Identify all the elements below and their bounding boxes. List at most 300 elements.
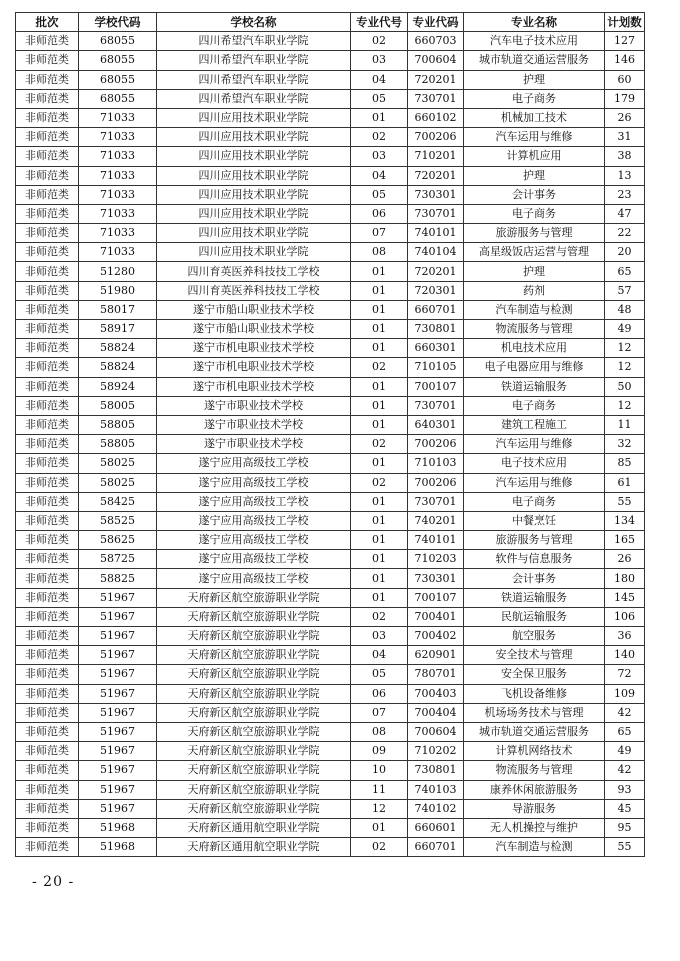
table-row bbox=[16, 396, 645, 415]
major-no-cell: 04 bbox=[351, 166, 408, 185]
major-name-cell: 中餐烹饪 bbox=[464, 511, 605, 530]
plan-count-cell: 179 bbox=[605, 89, 645, 108]
major-no-cell: 02 bbox=[351, 32, 408, 51]
batch-cell: 非师范类 bbox=[16, 646, 79, 665]
school-code-cell: 51967 bbox=[79, 665, 157, 684]
batch-cell: 非师范类 bbox=[16, 531, 79, 550]
plan-count-cell: 165 bbox=[605, 531, 645, 550]
batch-cell: 非师范类 bbox=[16, 224, 79, 243]
table-row bbox=[16, 703, 645, 722]
major-name-cell: 机械加工技术 bbox=[464, 108, 605, 127]
major-code-cell: 660301 bbox=[408, 339, 464, 358]
major-no-cell: 05 bbox=[351, 185, 408, 204]
table-row bbox=[16, 665, 645, 684]
table-row bbox=[16, 627, 645, 646]
table-row bbox=[16, 89, 645, 108]
school-code-cell: 51280 bbox=[79, 262, 157, 281]
table-row bbox=[16, 204, 645, 223]
school-name-cell: 天府新区航空旅游职业学院 bbox=[157, 665, 351, 684]
plan-count-cell: 61 bbox=[605, 473, 645, 492]
batch-cell: 非师范类 bbox=[16, 51, 79, 70]
batch-cell: 非师范类 bbox=[16, 627, 79, 646]
table-row bbox=[16, 684, 645, 703]
school-code-cell: 58005 bbox=[79, 396, 157, 415]
batch-cell: 非师范类 bbox=[16, 607, 79, 626]
table-row bbox=[16, 435, 645, 454]
school-name-cell: 四川育英医养科技技工学校 bbox=[157, 281, 351, 300]
major-no-cell: 01 bbox=[351, 262, 408, 281]
batch-cell: 非师范类 bbox=[16, 32, 79, 51]
school-code-cell: 68055 bbox=[79, 51, 157, 70]
table-row bbox=[16, 838, 645, 857]
major-name-cell: 汽车运用与维修 bbox=[464, 128, 605, 147]
school-code-cell: 58625 bbox=[79, 531, 157, 550]
major-no-cell: 02 bbox=[351, 473, 408, 492]
table-row bbox=[16, 224, 645, 243]
table-row bbox=[16, 166, 645, 185]
major-code-cell: 700107 bbox=[408, 588, 464, 607]
batch-cell: 非师范类 bbox=[16, 703, 79, 722]
school-code-cell: 58025 bbox=[79, 454, 157, 473]
major-code-cell: 740102 bbox=[408, 799, 464, 818]
major-name-cell: 药剂 bbox=[464, 281, 605, 300]
plan-count-cell: 65 bbox=[605, 722, 645, 741]
major-no-cell: 01 bbox=[351, 454, 408, 473]
major-no-cell: 10 bbox=[351, 761, 408, 780]
major-name-cell: 护理 bbox=[464, 70, 605, 89]
major-no-cell: 01 bbox=[351, 377, 408, 396]
table-row bbox=[16, 415, 645, 434]
plan-count-cell: 48 bbox=[605, 300, 645, 319]
batch-cell: 非师范类 bbox=[16, 588, 79, 607]
major-code-cell: 720201 bbox=[408, 166, 464, 185]
batch-cell: 非师范类 bbox=[16, 300, 79, 319]
table-row bbox=[16, 320, 645, 339]
major-code-cell: 700402 bbox=[408, 627, 464, 646]
batch-cell: 非师范类 bbox=[16, 108, 79, 127]
major-name-cell: 电子技术应用 bbox=[464, 454, 605, 473]
major-code-cell: 710202 bbox=[408, 742, 464, 761]
school-code-cell: 58425 bbox=[79, 492, 157, 511]
major-no-cell: 02 bbox=[351, 435, 408, 454]
school-name-cell: 天府新区航空旅游职业学院 bbox=[157, 780, 351, 799]
plan-count-cell: 20 bbox=[605, 243, 645, 262]
plan-count-cell: 36 bbox=[605, 627, 645, 646]
batch-cell: 非师范类 bbox=[16, 684, 79, 703]
school-code-cell: 71033 bbox=[79, 243, 157, 262]
school-code-cell: 51967 bbox=[79, 722, 157, 741]
plan-count-cell: 127 bbox=[605, 32, 645, 51]
table-row bbox=[16, 185, 645, 204]
major-name-cell: 旅游服务与管理 bbox=[464, 224, 605, 243]
school-name-cell: 遂宁市职业技术学校 bbox=[157, 415, 351, 434]
school-code-cell: 58725 bbox=[79, 550, 157, 569]
major-no-cell: 05 bbox=[351, 89, 408, 108]
table-row bbox=[16, 358, 645, 377]
major-code-cell: 660703 bbox=[408, 32, 464, 51]
batch-cell: 非师范类 bbox=[16, 396, 79, 415]
school-code-cell: 71033 bbox=[79, 166, 157, 185]
batch-cell: 非师范类 bbox=[16, 70, 79, 89]
school-name-cell: 天府新区航空旅游职业学院 bbox=[157, 703, 351, 722]
major-name-cell: 安全保卫服务 bbox=[464, 665, 605, 684]
batch-cell: 非师范类 bbox=[16, 742, 79, 761]
school-name-cell: 天府新区航空旅游职业学院 bbox=[157, 761, 351, 780]
school-name-cell: 四川应用技术职业学院 bbox=[157, 166, 351, 185]
batch-cell: 非师范类 bbox=[16, 473, 79, 492]
major-code-cell: 700401 bbox=[408, 607, 464, 626]
school-name-cell: 遂宁市船山职业技术学校 bbox=[157, 320, 351, 339]
header-major-code: 专业代码 bbox=[408, 13, 464, 32]
major-code-cell: 720301 bbox=[408, 281, 464, 300]
major-no-cell: 02 bbox=[351, 358, 408, 377]
school-name-cell: 四川育英医养科技技工学校 bbox=[157, 262, 351, 281]
major-name-cell: 电子商务 bbox=[464, 492, 605, 511]
plan-count-cell: 146 bbox=[605, 51, 645, 70]
plan-count-cell: 47 bbox=[605, 204, 645, 223]
school-code-cell: 51967 bbox=[79, 780, 157, 799]
major-code-cell: 710105 bbox=[408, 358, 464, 377]
major-code-cell: 780701 bbox=[408, 665, 464, 684]
major-no-cell: 04 bbox=[351, 646, 408, 665]
school-name-cell: 遂宁应用高级技工学校 bbox=[157, 454, 351, 473]
table-row bbox=[16, 473, 645, 492]
plan-count-cell: 26 bbox=[605, 550, 645, 569]
school-code-cell: 71033 bbox=[79, 108, 157, 127]
major-no-cell: 03 bbox=[351, 627, 408, 646]
major-no-cell: 03 bbox=[351, 51, 408, 70]
major-name-cell: 会计事务 bbox=[464, 185, 605, 204]
major-code-cell: 720201 bbox=[408, 70, 464, 89]
plan-count-cell: 32 bbox=[605, 435, 645, 454]
major-no-cell: 01 bbox=[351, 108, 408, 127]
school-name-cell: 遂宁市职业技术学校 bbox=[157, 396, 351, 415]
table-row bbox=[16, 300, 645, 319]
school-name-cell: 天府新区航空旅游职业学院 bbox=[157, 627, 351, 646]
batch-cell: 非师范类 bbox=[16, 243, 79, 262]
major-name-cell: 导游服务 bbox=[464, 799, 605, 818]
school-name-cell: 四川应用技术职业学院 bbox=[157, 204, 351, 223]
table-row bbox=[16, 511, 645, 530]
major-no-cell: 07 bbox=[351, 703, 408, 722]
school-code-cell: 71033 bbox=[79, 128, 157, 147]
school-code-cell: 51967 bbox=[79, 703, 157, 722]
batch-cell: 非师范类 bbox=[16, 435, 79, 454]
school-code-cell: 58924 bbox=[79, 377, 157, 396]
major-no-cell: 02 bbox=[351, 128, 408, 147]
plan-count-cell: 38 bbox=[605, 147, 645, 166]
batch-cell: 非师范类 bbox=[16, 454, 79, 473]
school-name-cell: 遂宁市船山职业技术学校 bbox=[157, 300, 351, 319]
major-no-cell: 06 bbox=[351, 684, 408, 703]
major-name-cell: 机电技术应用 bbox=[464, 339, 605, 358]
plan-count-cell: 55 bbox=[605, 838, 645, 857]
school-name-cell: 遂宁应用高级技工学校 bbox=[157, 492, 351, 511]
batch-cell: 非师范类 bbox=[16, 722, 79, 741]
school-name-cell: 四川应用技术职业学院 bbox=[157, 224, 351, 243]
major-no-cell: 04 bbox=[351, 70, 408, 89]
major-code-cell: 700604 bbox=[408, 51, 464, 70]
table-body bbox=[16, 32, 645, 857]
batch-cell: 非师范类 bbox=[16, 761, 79, 780]
batch-cell: 非师范类 bbox=[16, 281, 79, 300]
school-name-cell: 四川应用技术职业学院 bbox=[157, 108, 351, 127]
batch-cell: 非师范类 bbox=[16, 128, 79, 147]
major-code-cell: 700604 bbox=[408, 722, 464, 741]
school-name-cell: 遂宁应用高级技工学校 bbox=[157, 473, 351, 492]
table-row bbox=[16, 108, 645, 127]
major-name-cell: 汽车运用与维修 bbox=[464, 435, 605, 454]
plan-count-cell: 22 bbox=[605, 224, 645, 243]
school-name-cell: 天府新区航空旅游职业学院 bbox=[157, 722, 351, 741]
plan-count-cell: 93 bbox=[605, 780, 645, 799]
plan-count-cell: 11 bbox=[605, 415, 645, 434]
major-name-cell: 物流服务与管理 bbox=[464, 761, 605, 780]
school-name-cell: 四川应用技术职业学院 bbox=[157, 147, 351, 166]
major-no-cell: 01 bbox=[351, 588, 408, 607]
plan-count-cell: 106 bbox=[605, 607, 645, 626]
major-code-cell: 660102 bbox=[408, 108, 464, 127]
school-code-cell: 71033 bbox=[79, 204, 157, 223]
major-name-cell: 城市轨道交通运营服务 bbox=[464, 722, 605, 741]
major-name-cell: 护理 bbox=[464, 262, 605, 281]
major-name-cell: 电子商务 bbox=[464, 204, 605, 223]
school-code-cell: 51980 bbox=[79, 281, 157, 300]
school-name-cell: 天府新区航空旅游职业学院 bbox=[157, 742, 351, 761]
major-code-cell: 730701 bbox=[408, 89, 464, 108]
major-code-cell: 700206 bbox=[408, 128, 464, 147]
major-code-cell: 620901 bbox=[408, 646, 464, 665]
school-code-cell: 51967 bbox=[79, 607, 157, 626]
plan-count-cell: 45 bbox=[605, 799, 645, 818]
major-code-cell: 720201 bbox=[408, 262, 464, 281]
table-row bbox=[16, 262, 645, 281]
major-code-cell: 660701 bbox=[408, 838, 464, 857]
major-no-cell: 12 bbox=[351, 799, 408, 818]
major-name-cell: 航空服务 bbox=[464, 627, 605, 646]
header-school-name: 学校名称 bbox=[157, 13, 351, 32]
batch-cell: 非师范类 bbox=[16, 550, 79, 569]
major-name-cell: 汽车制造与检测 bbox=[464, 300, 605, 319]
batch-cell: 非师范类 bbox=[16, 185, 79, 204]
plan-count-cell: 55 bbox=[605, 492, 645, 511]
school-code-cell: 51967 bbox=[79, 799, 157, 818]
major-no-cell: 08 bbox=[351, 243, 408, 262]
major-no-cell: 01 bbox=[351, 818, 408, 837]
table-row bbox=[16, 799, 645, 818]
major-code-cell: 740101 bbox=[408, 224, 464, 243]
plan-count-cell: 12 bbox=[605, 396, 645, 415]
major-code-cell: 710201 bbox=[408, 147, 464, 166]
school-name-cell: 四川希望汽车职业学院 bbox=[157, 70, 351, 89]
header-batch: 批次 bbox=[16, 13, 79, 32]
school-name-cell: 四川希望汽车职业学院 bbox=[157, 89, 351, 108]
batch-cell: 非师范类 bbox=[16, 147, 79, 166]
major-no-cell: 01 bbox=[351, 569, 408, 588]
major-name-cell: 飞机设备维修 bbox=[464, 684, 605, 703]
school-name-cell: 天府新区通用航空职业学院 bbox=[157, 838, 351, 857]
major-code-cell: 730301 bbox=[408, 185, 464, 204]
plan-count-cell: 12 bbox=[605, 339, 645, 358]
major-code-cell: 730801 bbox=[408, 761, 464, 780]
plan-count-cell: 72 bbox=[605, 665, 645, 684]
school-code-cell: 58824 bbox=[79, 358, 157, 377]
batch-cell: 非师范类 bbox=[16, 511, 79, 530]
major-code-cell: 700404 bbox=[408, 703, 464, 722]
school-name-cell: 天府新区航空旅游职业学院 bbox=[157, 799, 351, 818]
plan-count-cell: 145 bbox=[605, 588, 645, 607]
major-name-cell: 机场场务技术与管理 bbox=[464, 703, 605, 722]
school-name-cell: 四川应用技术职业学院 bbox=[157, 185, 351, 204]
plan-count-cell: 140 bbox=[605, 646, 645, 665]
table-row bbox=[16, 339, 645, 358]
batch-cell: 非师范类 bbox=[16, 799, 79, 818]
major-code-cell: 730701 bbox=[408, 204, 464, 223]
batch-cell: 非师范类 bbox=[16, 204, 79, 223]
batch-cell: 非师范类 bbox=[16, 339, 79, 358]
school-code-cell: 51967 bbox=[79, 646, 157, 665]
major-no-cell: 01 bbox=[351, 550, 408, 569]
school-name-cell: 遂宁市机电职业技术学校 bbox=[157, 339, 351, 358]
plan-count-cell: 109 bbox=[605, 684, 645, 703]
major-name-cell: 康养休闲旅游服务 bbox=[464, 780, 605, 799]
school-code-cell: 58805 bbox=[79, 415, 157, 434]
school-name-cell: 四川应用技术职业学院 bbox=[157, 128, 351, 147]
table-row bbox=[16, 722, 645, 741]
school-code-cell: 58824 bbox=[79, 339, 157, 358]
major-code-cell: 740101 bbox=[408, 531, 464, 550]
major-no-cell: 11 bbox=[351, 780, 408, 799]
table-row bbox=[16, 550, 645, 569]
major-no-cell: 01 bbox=[351, 415, 408, 434]
major-no-cell: 02 bbox=[351, 838, 408, 857]
major-no-cell: 05 bbox=[351, 665, 408, 684]
page-number: - 20 - bbox=[32, 874, 75, 890]
major-code-cell: 700403 bbox=[408, 684, 464, 703]
major-no-cell: 01 bbox=[351, 281, 408, 300]
major-no-cell: 01 bbox=[351, 531, 408, 550]
batch-cell: 非师范类 bbox=[16, 780, 79, 799]
major-name-cell: 软件与信息服务 bbox=[464, 550, 605, 569]
major-no-cell: 08 bbox=[351, 722, 408, 741]
table-row bbox=[16, 70, 645, 89]
major-name-cell: 铁道运输服务 bbox=[464, 588, 605, 607]
plan-count-cell: 49 bbox=[605, 320, 645, 339]
school-code-cell: 58917 bbox=[79, 320, 157, 339]
table-row bbox=[16, 492, 645, 511]
major-code-cell: 710103 bbox=[408, 454, 464, 473]
major-no-cell: 01 bbox=[351, 339, 408, 358]
major-no-cell: 02 bbox=[351, 607, 408, 626]
batch-cell: 非师范类 bbox=[16, 262, 79, 281]
major-name-cell: 建筑工程施工 bbox=[464, 415, 605, 434]
school-name-cell: 四川希望汽车职业学院 bbox=[157, 51, 351, 70]
batch-cell: 非师范类 bbox=[16, 89, 79, 108]
school-code-cell: 51967 bbox=[79, 684, 157, 703]
school-code-cell: 58017 bbox=[79, 300, 157, 319]
plan-count-cell: 180 bbox=[605, 569, 645, 588]
table-row bbox=[16, 128, 645, 147]
plan-count-cell: 65 bbox=[605, 262, 645, 281]
plan-count-cell: 23 bbox=[605, 185, 645, 204]
table-row bbox=[16, 32, 645, 51]
major-code-cell: 730701 bbox=[408, 492, 464, 511]
school-name-cell: 天府新区航空旅游职业学院 bbox=[157, 607, 351, 626]
table-row bbox=[16, 569, 645, 588]
major-name-cell: 无人机操控与维护 bbox=[464, 818, 605, 837]
major-no-cell: 07 bbox=[351, 224, 408, 243]
school-code-cell: 51967 bbox=[79, 742, 157, 761]
school-name-cell: 遂宁应用高级技工学校 bbox=[157, 511, 351, 530]
header-plan-count: 计划数 bbox=[605, 13, 645, 32]
header-major-no: 专业代号 bbox=[351, 13, 408, 32]
major-no-cell: 01 bbox=[351, 492, 408, 511]
major-name-cell: 汽车制造与检测 bbox=[464, 838, 605, 857]
batch-cell: 非师范类 bbox=[16, 838, 79, 857]
major-no-cell: 03 bbox=[351, 147, 408, 166]
batch-cell: 非师范类 bbox=[16, 320, 79, 339]
major-no-cell: 01 bbox=[351, 511, 408, 530]
school-name-cell: 遂宁应用高级技工学校 bbox=[157, 550, 351, 569]
school-name-cell: 遂宁市职业技术学校 bbox=[157, 435, 351, 454]
major-code-cell: 730301 bbox=[408, 569, 464, 588]
plan-count-cell: 57 bbox=[605, 281, 645, 300]
major-name-cell: 城市轨道交通运营服务 bbox=[464, 51, 605, 70]
major-code-cell: 660601 bbox=[408, 818, 464, 837]
batch-cell: 非师范类 bbox=[16, 166, 79, 185]
major-no-cell: 01 bbox=[351, 300, 408, 319]
school-code-cell: 68055 bbox=[79, 32, 157, 51]
plan-count-cell: 31 bbox=[605, 128, 645, 147]
major-no-cell: 01 bbox=[351, 396, 408, 415]
table-row bbox=[16, 377, 645, 396]
plan-count-cell: 95 bbox=[605, 818, 645, 837]
major-name-cell: 计算机应用 bbox=[464, 147, 605, 166]
table-row bbox=[16, 761, 645, 780]
batch-cell: 非师范类 bbox=[16, 818, 79, 837]
major-name-cell: 会计事务 bbox=[464, 569, 605, 588]
school-name-cell: 四川应用技术职业学院 bbox=[157, 243, 351, 262]
school-name-cell: 天府新区航空旅游职业学院 bbox=[157, 588, 351, 607]
major-name-cell: 高星级饭店运营与管理 bbox=[464, 243, 605, 262]
major-name-cell: 安全技术与管理 bbox=[464, 646, 605, 665]
batch-cell: 非师范类 bbox=[16, 569, 79, 588]
batch-cell: 非师范类 bbox=[16, 492, 79, 511]
table-row bbox=[16, 742, 645, 761]
school-code-cell: 58825 bbox=[79, 569, 157, 588]
major-code-cell: 700206 bbox=[408, 435, 464, 454]
school-code-cell: 58525 bbox=[79, 511, 157, 530]
school-code-cell: 71033 bbox=[79, 147, 157, 166]
school-code-cell: 58805 bbox=[79, 435, 157, 454]
school-code-cell: 51967 bbox=[79, 588, 157, 607]
plan-count-cell: 85 bbox=[605, 454, 645, 473]
table-row bbox=[16, 818, 645, 837]
major-name-cell: 计算机网络技术 bbox=[464, 742, 605, 761]
major-code-cell: 730701 bbox=[408, 396, 464, 415]
major-no-cell: 01 bbox=[351, 320, 408, 339]
major-code-cell: 660701 bbox=[408, 300, 464, 319]
major-code-cell: 730801 bbox=[408, 320, 464, 339]
batch-cell: 非师范类 bbox=[16, 415, 79, 434]
table-row bbox=[16, 607, 645, 626]
major-code-cell: 640301 bbox=[408, 415, 464, 434]
plan-count-cell: 42 bbox=[605, 703, 645, 722]
major-code-cell: 700206 bbox=[408, 473, 464, 492]
header-major-name: 专业名称 bbox=[464, 13, 605, 32]
table-row bbox=[16, 454, 645, 473]
table-header-row bbox=[16, 13, 645, 32]
